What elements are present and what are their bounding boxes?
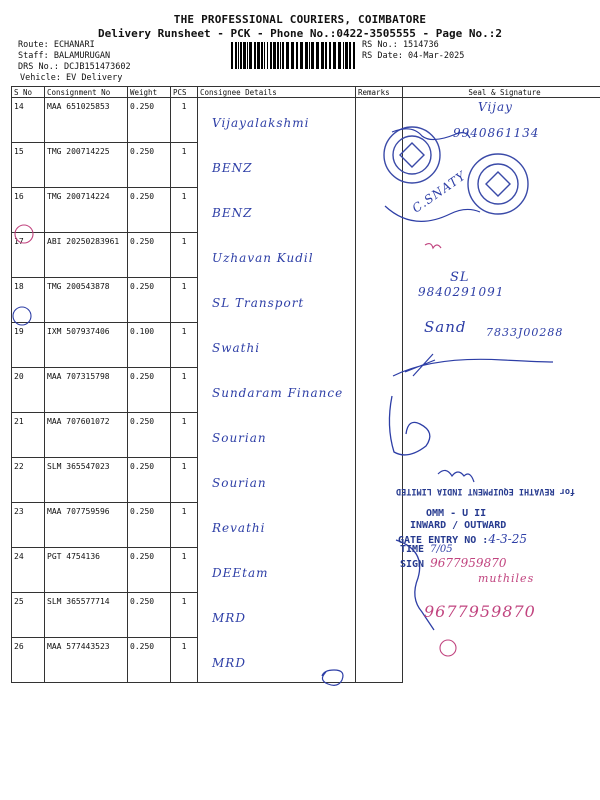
col-sno: S No [12,87,45,98]
runsheet-title: THE PROFESSIONAL COURIERS, COIMBATORE [173,13,427,26]
cell-consignment-no: MAA 707601072 [45,413,128,458]
cell-weight: 0.250 [128,98,171,143]
handwritten-phone: 7833J00288 [486,326,564,339]
handwritten-consignee-name: DEEtam [212,565,269,580]
cell-consignment-no: ABI 20250283961 [45,233,128,278]
round-seal-stamp [468,154,528,214]
handwritten-signature: Vijay [478,100,513,114]
sign-stamp [400,556,506,570]
gate-entry-value: 4-3-25 [488,532,527,546]
page-scribble [322,670,343,685]
cell-weight: 0.250 [128,368,171,413]
handwritten-consignee-name: MRD [212,655,246,670]
cell-consignment-no: MAA 651025853 [45,98,128,143]
cell-weight: 0.250 [128,638,171,683]
cell-consignment-no: MAA 577443523 [45,638,128,683]
rs-date: RS Date: 04-Mar-2025 [362,51,465,61]
cell-weight: 0.250 [128,413,171,458]
handwritten-consignee-name: SL Transport [212,295,305,310]
department-stamp: OMM - U II [426,508,487,519]
col-weight: Weight [128,87,171,98]
cell-sno: 22 [12,458,45,503]
company-stamp: for REVATHI EQUIPMENT INDIA LIMITED [396,486,576,496]
handwritten-consignee-name: Uzhavan Kudil [212,250,314,265]
cell-sno: 24 [12,548,45,593]
cell-sno: 25 [12,593,45,638]
sign-label: SIGN [400,559,425,570]
cell-sno: 15 [12,143,45,188]
cell-weight: 0.250 [128,548,171,593]
time-stamp [400,544,453,555]
time-label: TIME [400,544,425,555]
cell-pcs: 1 [171,323,198,368]
circle-mark [13,307,31,325]
signature-scribble [438,470,474,482]
handwritten-consignee-name: Swathi [212,340,261,355]
cell-pcs: 1 [171,143,198,188]
handwritten-signature: Sand [424,318,467,336]
gate-entry-label: GATE ENTRY NO : [398,535,489,546]
cell-consignment-no: SLM 365547023 [45,458,128,503]
handwritten-phone: 9677959870 [424,602,536,621]
cell-weight: 0.250 [128,233,171,278]
cell-sno: 21 [12,413,45,458]
col-consignee-details: Consignee Details [198,87,356,98]
round-seal-stamp [384,127,440,183]
drs-number: DRS No.: DCJB151473602 [18,62,131,72]
col-pcs: PCS [171,87,198,98]
cell-consignment-no: SLM 365577714 [45,593,128,638]
cell-sno: 16 [12,188,45,233]
handwritten-consignee-name: Sundaram Finance [212,385,344,400]
handwritten-signature: C.SNATY [409,168,469,216]
cell-pcs: 1 [171,413,198,458]
cell-sno: 26 [12,638,45,683]
cell-pcs: 1 [171,503,198,548]
signature-scribble [393,354,553,376]
circle-mark [440,640,456,656]
cell-consignment-no: MAA 707759596 [45,503,128,548]
handwritten-phone: 9840291091 [418,285,505,299]
cell-consignment-no: MAA 707315798 [45,368,128,413]
cell-consignment-no: IXM 507937406 [45,323,128,368]
cell-consignment-no: PGT 4754136 [45,548,128,593]
inward-outward-stamp: INWARD / OUTWARD [410,520,507,531]
runsheet-subtitle: Delivery Runsheet - PCK - Phone No.:0422-3505555 - Page No.:2 [98,27,502,40]
signature-scribble [425,244,441,248]
circle-mark [15,225,33,243]
signature-scribble [389,396,429,455]
vehicle-label: Vehicle: EV Delivery [20,73,123,83]
cell-weight: 0.250 [128,278,171,323]
handwritten-consignee-name: Vijayalakshmi [212,116,310,130]
cell-pcs: 1 [171,548,198,593]
staff-label: Staff: BALAMURUGAN [18,51,111,61]
handwritten-consignee-name: Revathi [212,520,266,535]
route-label: Route: ECHANARI [18,40,95,50]
cell-weight: 0.250 [128,458,171,503]
cell-sno: 17 [12,233,45,278]
cell-sno: 19 [12,323,45,368]
cell-pcs: 1 [171,368,198,413]
cell-pcs: 1 [171,98,198,143]
cell-pcs: 1 [171,638,198,683]
cell-sno: 20 [12,368,45,413]
cell-consignment-no: TMG 200714225 [45,143,128,188]
cell-sno: 23 [12,503,45,548]
col-consignment: Consignment No [45,87,128,98]
handwritten-phone: 9940861134 [453,126,540,140]
cell-sno: 14 [12,98,45,143]
cell-weight: 0.250 [128,143,171,188]
handwritten-consignee-name: BENZ [212,205,253,220]
col-seal-signature: Seal & Signature [403,87,600,98]
signature-scribble [385,206,480,221]
cell-pcs: 1 [171,188,198,233]
cell-pcs: 1 [171,233,198,278]
handwritten-phone: 9677959870 [430,556,507,570]
handwritten-consignee-name: Sourian [212,430,267,445]
handwritten-signature: SL [450,270,470,285]
cell-pcs: 1 [171,593,198,638]
col-remarks: Remarks [356,87,403,98]
cell-weight: 0.250 [128,503,171,548]
time-value: 7/05 [430,544,453,555]
handwritten-consignee-name: Sourian [212,475,267,490]
handwritten-signature: muthiles [478,572,535,585]
cell-weight: 0.250 [128,188,171,233]
cell-pcs: 1 [171,278,198,323]
handwritten-consignee-name: BENZ [212,160,253,175]
rs-number: RS No.: 1514736 [362,40,439,50]
cell-consignment-no: TMG 200543878 [45,278,128,323]
handwritten-consignee-name: MRD [212,610,246,625]
cell-weight: 0.100 [128,323,171,368]
cell-weight: 0.250 [128,593,171,638]
cell-sno: 18 [12,278,45,323]
cell-pcs: 1 [171,458,198,503]
cell-consignment-no: TMG 200714224 [45,188,128,233]
